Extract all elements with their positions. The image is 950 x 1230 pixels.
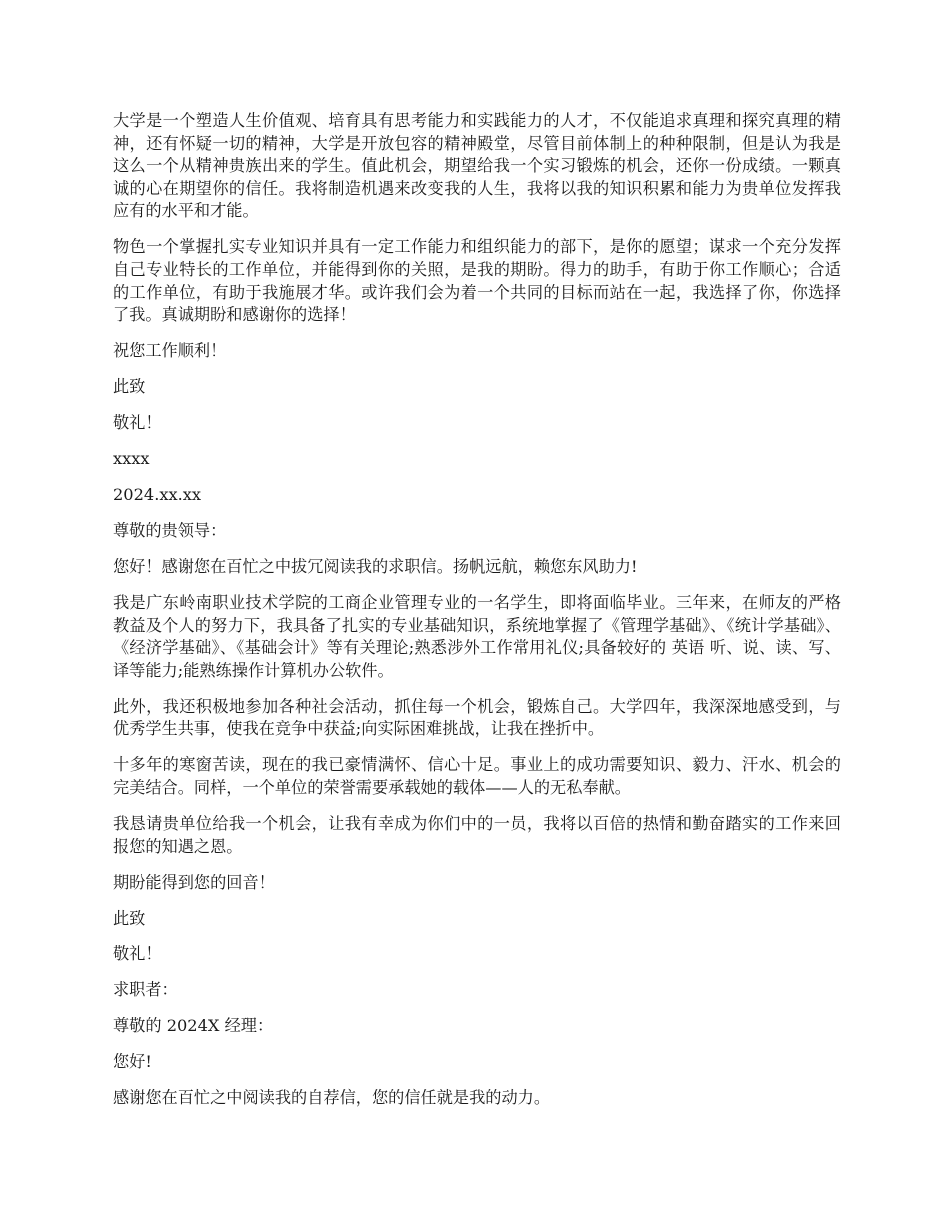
signature-name: xxxx: [113, 449, 150, 469]
signature-date: 2024.xx.xx: [113, 485, 202, 505]
closing-hope: 期盼能得到您的回音！: [113, 872, 275, 892]
closing-wish: 祝您工作顺利！: [113, 341, 227, 361]
paragraph-intro-university: 大学是一个塑造人生价值观、培育具有思考能力和实践能力的人才，不仅能追求真理和探究真理的精神，还有怀疑一切的精神，大学是开放包容的精神殿堂，尽管目前体制上的种种限制，但是认为我是这么一个从精神贵族出来的学生。值此机会，期望给我一个实习锻炼的机会，还你一份成绩。一颗真诚的心在期望你的信任。我将制造机遇来改变我的人生，我将以我的知识积累和能力为贵单位发挥我应有的水平和才能。: [113, 111, 841, 221]
paragraph-education: 我是广东岭南职业技术学院的工商企业管理专业的一名学生，即将面临毕业。三年来，在师友的严格教益及个人的努力下，我具备了扎实的专业基础知识，系统地掌握了《管理学基础》、《统计学基础》、《经济学基础》、《基础会计》等有关理论;熟悉涉外工作常用礼仪;具备较好的 英语 听、说、读、写、译等能力;能熟练操作计算机办公软件。: [113, 593, 841, 680]
signature-applicant: 求职者：: [113, 980, 178, 1000]
letter-greeting: 尊敬的贵领导：: [113, 521, 227, 541]
paragraph-mutual-choice: 物色一个掌握扎实专业知识并具有一定工作能力和组织能力的部下，是你的愿望；谋求一个充分发挥自己专业特长的工作单位，并能得到你的关照，是我的期盼。得力的助手，有助于你工作顺心；合适的工作单位，有助于我施展才华。或许我们会为着一个共同的目标而站在一起，我选择了你，你选择了我。真诚期盼和感谢你的选择！: [113, 237, 841, 325]
paragraph-study: 十多年的寒窗苦读，现在的我已豪情满怀、信心十足。事业上的成功需要知识、毅力、汗水、机会的完美结合。同样，一个单位的荣誉需要承载她的载体——人的无私奉献。: [113, 755, 841, 797]
closing-regards: 敬礼！: [113, 413, 162, 433]
closing-salutation-2: 此致: [113, 908, 146, 928]
paragraph-request: 我恳请贵单位给我一个机会，让我有幸成为你们中的一员，我将以百倍的热情和勤奋踏实的工作来回报您的知遇之恩。: [113, 813, 841, 856]
paragraph-activities: 此外，我还积极地参加各种社会活动，抓住每一个机会，锻炼自己。大学四年，我深深地感受到，与优秀学生共事，使我在竞争中获益;向实际困难挑战，让我在挫折中。: [113, 696, 841, 739]
document-body: [113, 110, 841, 1123]
closing-salutation: 此致: [113, 377, 146, 397]
letter-greeting-manager: 尊敬的 2024X 经理：: [113, 1016, 274, 1036]
hello-line: 您好!: [113, 1052, 152, 1072]
closing-regards-2: 敬礼！: [113, 944, 162, 964]
paragraph-thanks-recommendation: 感谢您在百忙之中阅读我的自荐信，您的信任就是我的动力。: [113, 1088, 551, 1108]
paragraph-thanks: 您好！感谢您在百忙之中拔冗阅读我的求职信。扬帆远航，赖您东风助力!: [113, 557, 638, 577]
